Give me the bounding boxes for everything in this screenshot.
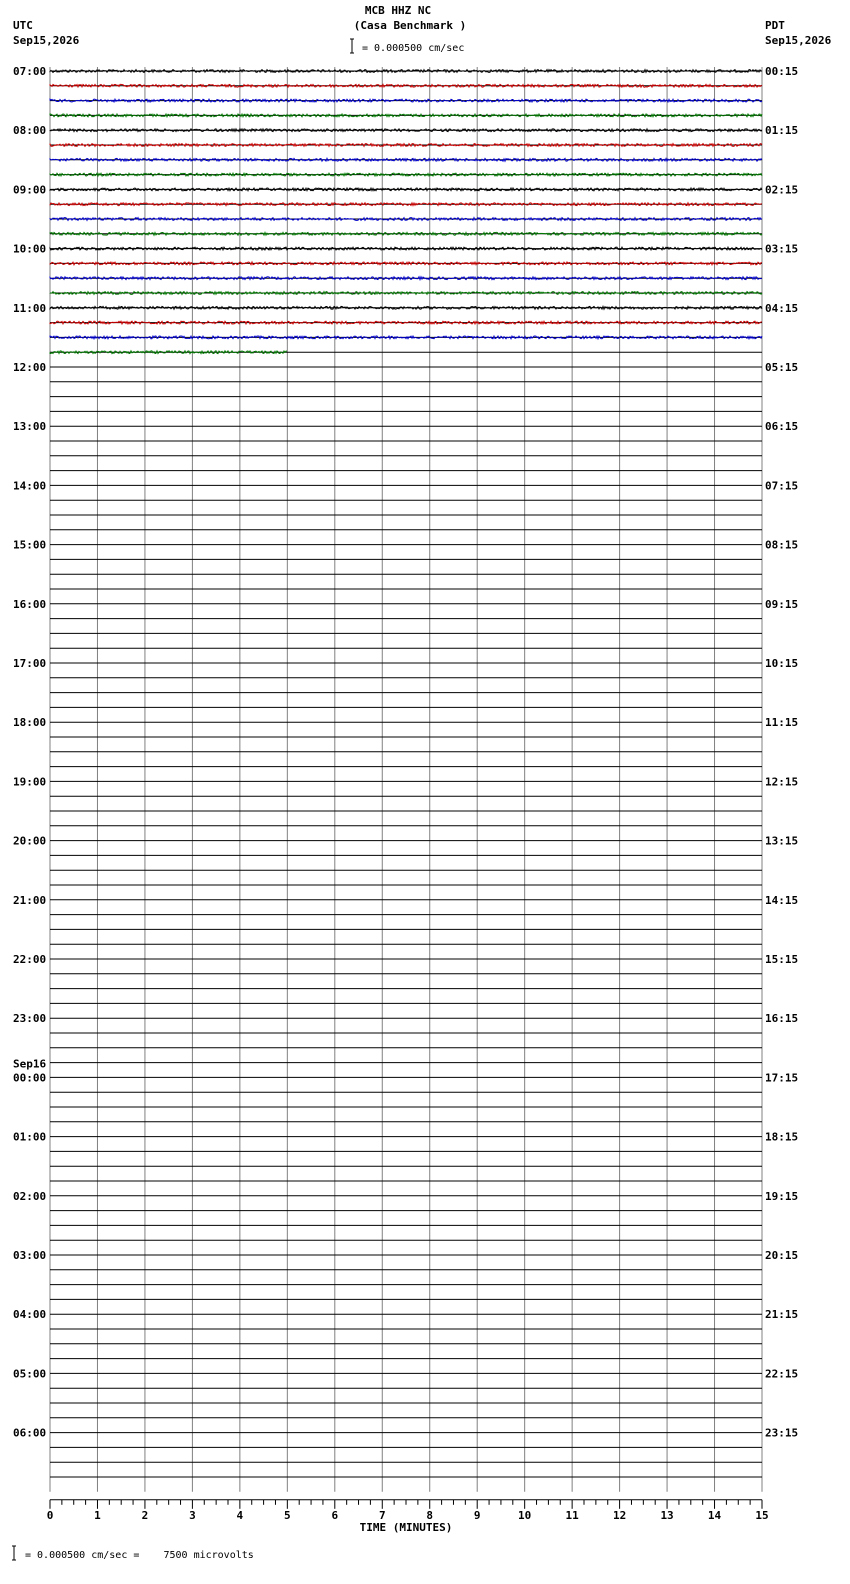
pdt-hour-label: 16:15	[765, 1012, 799, 1026]
x-tick-label: 6	[331, 1508, 339, 1522]
seismic-trace	[50, 232, 762, 235]
utc-hour-label: 15:00	[13, 538, 47, 552]
x-tick-label: 3	[189, 1508, 196, 1522]
utc-hour-label: 19:00	[13, 775, 47, 789]
x-axis-title: TIME (MINUTES)	[359, 1520, 453, 1534]
utc-hour-label: 20:00	[13, 834, 47, 848]
x-tick-label: 1	[94, 1508, 101, 1522]
minute-grid	[50, 67, 762, 1492]
utc-hour-label: 06:00	[13, 1426, 47, 1440]
x-tick-label: 10	[518, 1508, 532, 1522]
utc-hour-label: 04:00	[13, 1308, 47, 1322]
left-timezone: UTC	[13, 19, 33, 32]
pdt-hour-label: 12:15	[765, 775, 799, 789]
utc-hour-label: 05:00	[13, 1367, 47, 1381]
date-change-label: Sep16	[13, 1057, 47, 1071]
pdt-hour-label: 04:15	[765, 301, 799, 315]
pdt-hour-label: 05:15	[765, 361, 799, 374]
utc-hour-label: 18:00	[13, 716, 47, 730]
x-tick-label: 11	[565, 1508, 579, 1522]
x-tick-label: 12	[612, 1508, 627, 1522]
utc-hour-label: 17:00	[13, 657, 47, 670]
utc-hour-label: 22:00	[13, 953, 47, 966]
x-tick-label: 15	[755, 1508, 769, 1522]
utc-hour-label: 11:00	[13, 301, 47, 315]
x-tick-label: 2	[141, 1508, 149, 1522]
right-date: Sep15,2026	[765, 34, 832, 47]
pdt-hour-label: 15:15	[765, 953, 799, 966]
seismic-trace	[50, 114, 762, 117]
x-tick-label: 8	[426, 1508, 434, 1522]
x-tick-label: 14	[707, 1508, 722, 1522]
seismic-trace	[50, 203, 762, 206]
pdt-hour-label: 02:15	[765, 183, 799, 197]
seismic-trace	[50, 70, 762, 73]
utc-hour-label: 09:00	[13, 183, 47, 197]
pdt-hour-label: 08:15	[765, 538, 799, 552]
pdt-hour-label: 14:15	[765, 893, 799, 907]
left-date: Sep15,2026	[13, 34, 80, 47]
pdt-hour-label: 19:15	[765, 1189, 799, 1203]
pdt-hour-label: 03:15	[765, 242, 799, 256]
utc-hour-label: 23:00	[13, 1012, 47, 1026]
right-timezone: PDT	[765, 19, 785, 32]
pdt-hour-label: 20:15	[765, 1249, 799, 1262]
seismic-trace	[50, 129, 762, 132]
pdt-hour-label: 21:15	[765, 1308, 799, 1322]
pdt-hour-label: 13:15	[765, 834, 799, 848]
x-tick-label: 5	[284, 1508, 291, 1522]
utc-hour-label: 10:00	[13, 242, 47, 256]
utc-hour-label: 07:00	[13, 65, 47, 78]
pdt-hour-label: 07:15	[765, 479, 799, 493]
utc-hour-label: 13:00	[13, 420, 47, 434]
utc-hour-label: 08:00	[13, 124, 47, 138]
utc-hour-label: 16:00	[13, 597, 47, 611]
x-tick-label: 0	[46, 1508, 54, 1522]
utc-hour-label: 00:00	[13, 1071, 47, 1085]
utc-hour-label: 21:00	[13, 893, 47, 907]
utc-hour-label: 14:00	[13, 479, 47, 493]
utc-hour-label: 03:00	[13, 1249, 47, 1262]
x-tick-label: 13	[660, 1508, 674, 1522]
pdt-hour-label: 01:15	[765, 124, 799, 138]
pdt-hour-label: 22:15	[765, 1367, 799, 1381]
x-tick-label: 7	[378, 1508, 386, 1522]
scale-bar-icon	[12, 39, 354, 1560]
pdt-hour-label: 11:15	[765, 716, 799, 730]
footer-scale-label: = 0.000500 cm/sec = 7500 microvolts	[25, 1550, 254, 1561]
x-tick-label: 4	[236, 1508, 244, 1522]
pdt-hour-label: 09:15	[765, 597, 799, 611]
pdt-hour-label: 17:15	[765, 1071, 799, 1085]
x-tick-label: 9	[473, 1508, 481, 1522]
pdt-hour-label: 23:15	[765, 1426, 799, 1440]
utc-hour-label: 02:00	[13, 1189, 47, 1203]
site-name: (Casa Benchmark )	[353, 19, 467, 32]
scale-label: = 0.000500 cm/sec	[362, 43, 465, 54]
time-axis	[47, 1500, 769, 1534]
station-title: MCB HHZ NC	[364, 4, 432, 17]
seismic-traces	[50, 70, 762, 354]
pdt-hour-label: 10:15	[765, 657, 799, 670]
pdt-hour-label: 18:15	[765, 1130, 799, 1144]
utc-hour-label: 12:00	[13, 361, 47, 374]
utc-hour-label: 01:00	[13, 1130, 47, 1144]
seismic-trace	[50, 158, 762, 161]
pdt-hour-label: 00:15	[765, 65, 799, 78]
pdt-hour-label: 06:15	[765, 420, 799, 434]
